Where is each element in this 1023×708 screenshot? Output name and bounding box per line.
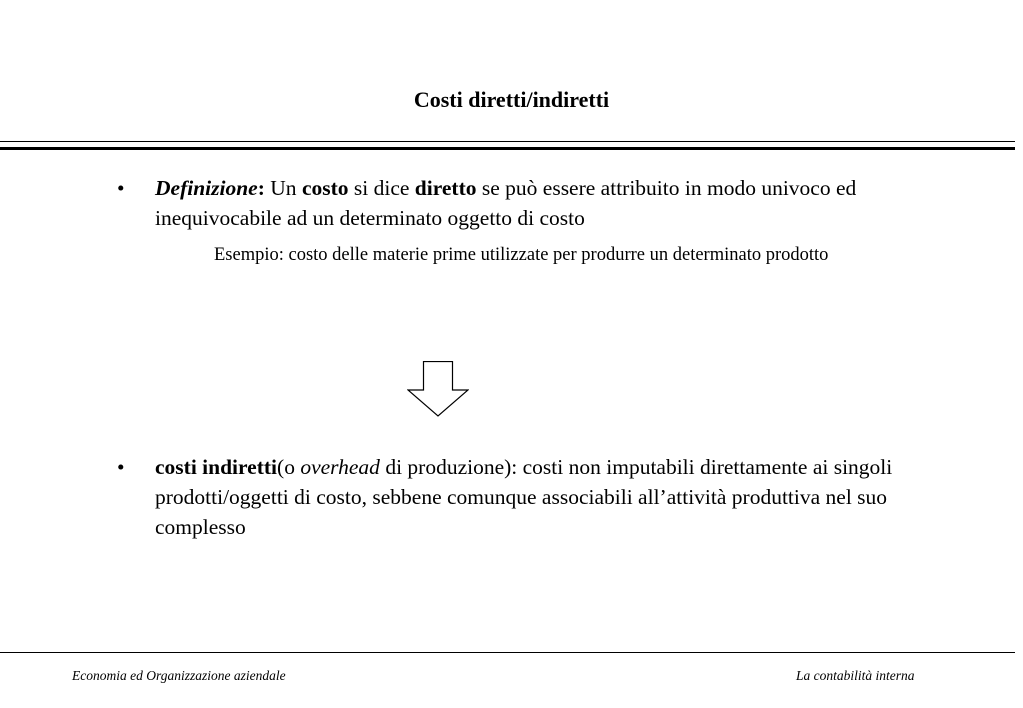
indirect-text-1: (o xyxy=(277,455,301,479)
bullet-definition-text xyxy=(155,173,895,233)
indirect-costs-term: costi indiretti xyxy=(155,455,278,479)
definition-keyword-costo: costo xyxy=(301,176,349,200)
definition-text-2: si dice xyxy=(348,176,415,200)
header-divider-thick xyxy=(0,147,1015,150)
footer-course-title: Economia ed Organizzazione aziendale xyxy=(72,668,286,683)
bullet-marker: • xyxy=(117,176,125,200)
page-title: Costi diretti/indiretti xyxy=(413,87,610,112)
example-text: Esempio: costo delle materie prime utilizzate per produrre un determinato prodotto xyxy=(214,245,829,265)
definition-text-3: se può essere attribuito in modo univoco ed inequivocabile ad un determinato oggetto di costo xyxy=(155,176,857,230)
definition-keyword-diretto: diretto xyxy=(414,176,477,200)
overhead-term: overhead xyxy=(300,455,380,479)
indirect-text-2: di produzione): costi non imputabili direttamente ai singoli prodotti/oggetti di costo, sebbene comunque associabili all’attività produttiva nel suo complesso xyxy=(155,455,893,539)
bullet-indirect-text xyxy=(155,452,895,542)
definition-text-1: Un xyxy=(264,176,302,200)
footer-section-title: La contabilità interna xyxy=(796,668,915,683)
footer-divider xyxy=(0,652,1015,653)
bullet-marker: • xyxy=(117,455,125,479)
definition-term: Definizione xyxy=(155,176,258,200)
definition-colon: : xyxy=(257,176,265,200)
header-divider-thin xyxy=(0,141,1015,142)
down-arrow-icon xyxy=(407,361,469,417)
